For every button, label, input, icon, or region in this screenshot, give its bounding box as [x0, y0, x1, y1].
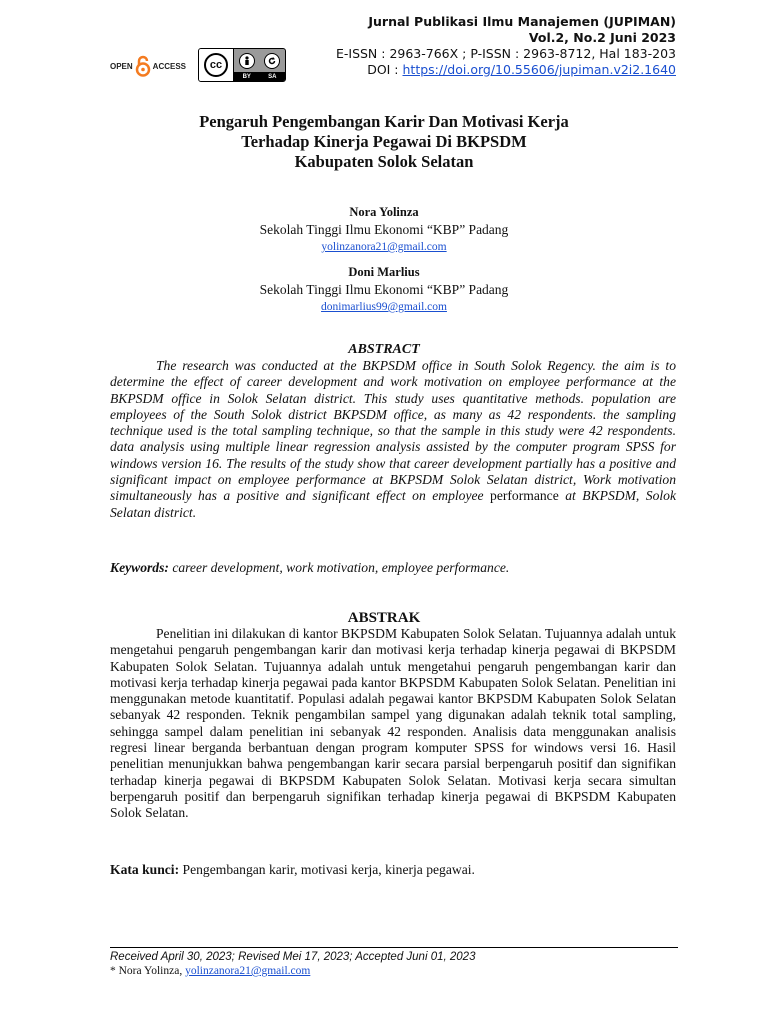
author-name: Nora Yolinza — [349, 205, 419, 219]
journal-header — [336, 14, 676, 78]
abstrak-text: Penelitian ini dilakukan di kantor BKPSDM Kabupaten Solok Selatan. Tujuannya adalah untuk mengetahui pengaruh pengembangan karir dan motivasi kerja terhadap kinerja pegawai di BKPSDM Kabupaten Solok Selatan. Tujuannya adalah untuk mengetahui pengaruh pengembangan karir dan motivasi kerja terhadap kinerja pegawai pada kantor BKPSDM Kabupaten Solok Selatan. Penelitian ini menggunakan metode kuantitatif. Populasi adalah pegawai kantor BKPSDM Kabupaten Solok Selatan sebanyak 42 responden. Teknik pengambilan sampel yang digunakan adalah teknik total sampling, sehingga sampel dalam penelitian ini sebanyak 42 responden. Analisis data menggunakan analisis regresi linear berganda berbantuan dengan program komputer SPSS for windows versi 16. Hasil penelitian menunjukkan bahwa pengembangan karir secara parsial berpengaruh positif dan signifikan terhadap kinerja pegawai di BKPSDM Kabupaten Solok Selatan. Motivasi kerja secara simultan berpengaruh positif dan berpengaruh signifikan terhadap kinerja pegawai di BKPSDM Kabupaten Solok Selatan. — [110, 626, 676, 821]
keywords — [110, 560, 676, 576]
author-affiliation: Sekolah Tinggi Ilmu Ekonomi “KBP” Padang — [259, 282, 509, 297]
paper-title — [0, 112, 768, 172]
author-email-link[interactable]: donimarlius99@gmail.com — [321, 301, 447, 313]
author-name: Doni Marlius — [348, 265, 420, 279]
title-line-3: Kabupaten Solok Selatan — [294, 152, 474, 171]
open-access-left-text: OPEN — [110, 61, 133, 71]
share-alike-icon — [264, 53, 280, 69]
cc-icon: cc — [204, 53, 228, 77]
journal-doi — [336, 62, 676, 78]
doi-label: DOI : — [367, 62, 403, 77]
doi-link[interactable]: https://doi.org/10.55606/jupiman.v2i2.1640 — [402, 62, 676, 77]
abstract-heading: ABSTRACT — [348, 342, 420, 357]
footer-divider — [110, 947, 678, 948]
corr-email-link[interactable]: yolinzanora21@gmail.com — [185, 965, 311, 977]
author-email-link[interactable]: yolinzanora21@gmail.com — [321, 241, 447, 253]
kata-kunci-text: Pengembangan karir, motivasi kerja, kinerja pegawai. — [182, 862, 475, 877]
received-dates: Received April 30, 2023; Revised Mei 17, 2023; Accepted Juni 01, 2023 — [110, 951, 476, 963]
journal-issn: E-ISSN : 2963-766X ; P-ISSN : 2963-8712, Hal 183-203 — [335, 46, 676, 61]
open-access-logo — [110, 55, 186, 77]
keywords-text: career development, work motivation, employee performance. — [172, 560, 510, 575]
cc-by-label: BY — [242, 73, 251, 80]
abstract-normal-word: performance — [490, 488, 559, 504]
kata-kunci — [110, 862, 676, 878]
abstract-body — [110, 358, 676, 521]
author-block-2 — [0, 264, 768, 315]
abstrak-body — [110, 626, 676, 822]
author-block-1 — [0, 204, 768, 255]
author-affiliation: Sekolah Tinggi Ilmu Ekonomi “KBP” Padang — [259, 222, 509, 237]
open-access-lock-icon — [134, 55, 152, 77]
person-icon — [239, 53, 255, 69]
corr-prefix: * Nora Yolinza, — [110, 965, 186, 977]
cc-sa-label: SA — [268, 73, 277, 80]
corresponding-author — [110, 965, 310, 977]
journal-name: Jurnal Publikasi Ilmu Manajemen (JUPIMAN) — [368, 14, 676, 29]
title-line-2: Terhadap Kinerja Pegawai Di BKPSDM — [241, 132, 527, 151]
keywords-label: Keywords: — [110, 560, 169, 575]
abstract-tail: at BKPSDM, Solok Selatan district. — [110, 488, 676, 520]
open-access-right-text: ACCESS — [152, 61, 187, 71]
title-line-1: Pengaruh Pengembangan Karir Dan Motivasi Kerja — [199, 112, 569, 131]
cc-by-sa-license-badge — [198, 48, 286, 82]
journal-volume: Vol.2, No.2 Juni 2023 — [528, 30, 676, 45]
kata-kunci-label: Kata kunci: — [110, 862, 180, 877]
abstract-text: The research was conducted at the BKPSDM office in South Solok Regency. the aim is to determine the effect of career development and work motivation on employee performance at the BKPSDM office in Solok Selatan district. This study uses quantitative methods. population are employees of the South Solok district BKPSDM office, as many as 42 respondents. the sampling technique used is the total sampling technique, so that the sample in this study were 42 respondents. data analysis using multiple linear regression analysis assisted by the computer program SPSS for windows version 16. The results of the study show that career development partially has a positive and significant impact on employee performance at BKPSDM Solok Selatan district, Work motivation simultaneously has a positive and significant effect on employee — [110, 358, 676, 504]
abstrak-heading: ABSTRAK — [347, 610, 421, 626]
